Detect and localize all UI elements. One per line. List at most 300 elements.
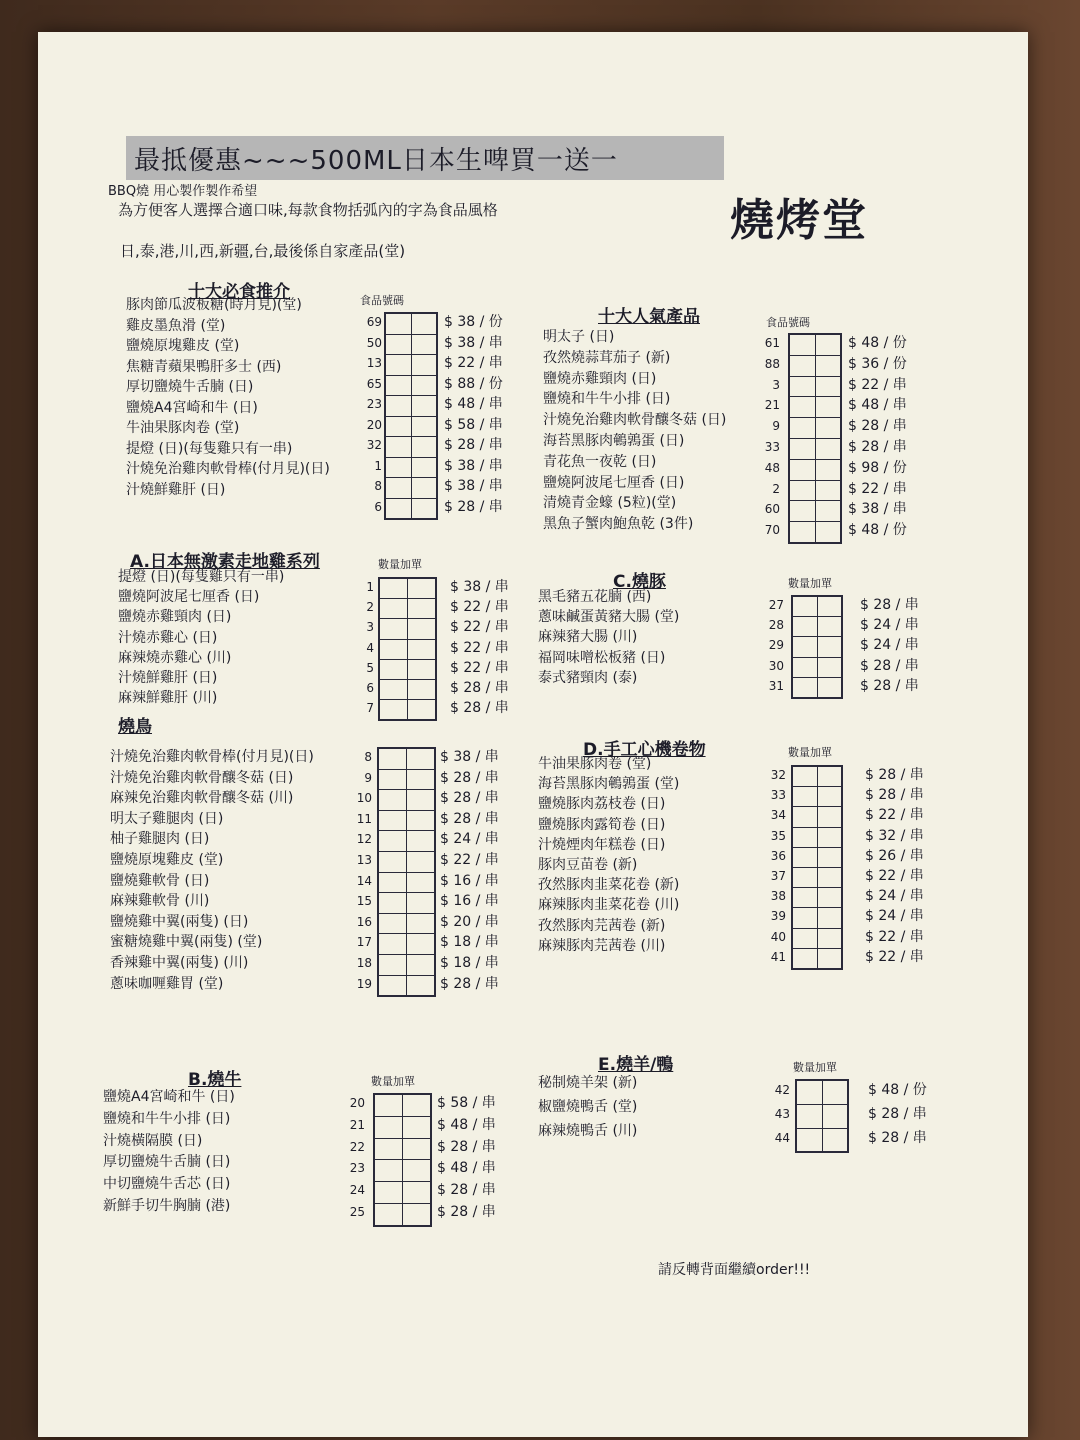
order-row: [386, 457, 436, 478]
column-header: 數量加單: [378, 558, 422, 571]
menu-item-name: 汁燒鮮雞肝 (日): [126, 481, 226, 498]
quantity-box[interactable]: [797, 1129, 822, 1152]
menu-item-name: 鹽燒阿波尾七厘香 (日): [118, 589, 260, 606]
item-price: $ 38 / 串: [848, 501, 907, 518]
quantity-box[interactable]: [406, 873, 434, 893]
quantity-box[interactable]: [815, 335, 841, 355]
menu-item-name: 鹽燒豚肉露筍卷 (日): [538, 816, 666, 833]
order-row: [793, 827, 841, 847]
quantity-box[interactable]: [790, 356, 815, 376]
price-column: [450, 577, 509, 718]
code-column: [762, 595, 784, 696]
menu-item-name: 清燒青金蠔 (5粒)(堂): [543, 495, 677, 512]
menu-item-name: 鹽燒赤雞頸肉 (日): [543, 370, 657, 387]
quantity-box[interactable]: [375, 1117, 402, 1138]
quantity-box[interactable]: [386, 499, 411, 519]
quantity-box[interactable]: [406, 914, 434, 934]
item-price: $ 18 / 串: [440, 934, 499, 951]
quantity-box[interactable]: [793, 637, 817, 656]
menu-item-name: 汁燒免治雞肉軟骨釀冬菇 (日): [543, 412, 727, 429]
quantity-box[interactable]: [406, 749, 434, 769]
item-code: 16: [356, 914, 372, 929]
order-grid: [377, 747, 436, 997]
quantity-box[interactable]: [380, 700, 407, 719]
menu-item-name: 鹽燒雞中翼(兩隻) (日): [110, 913, 249, 930]
order-row: [793, 847, 841, 867]
menu-item-name: 柚子雞腿肉 (日): [110, 831, 210, 848]
quantity-box[interactable]: [386, 355, 411, 375]
item-price: $ 28 / 串: [444, 498, 503, 515]
quantity-box[interactable]: [815, 377, 841, 397]
quantity-box[interactable]: [793, 888, 817, 907]
item-code: 19: [356, 976, 372, 991]
quantity-box[interactable]: [379, 873, 406, 893]
menu-item-name: 蔥味咖喱雞胃 (堂): [110, 975, 224, 992]
menu-item-name: 椒鹽燒鴨舌 (堂): [538, 1098, 638, 1115]
menu-item-name: 黑魚子蟹肉鮑魚乾 (3件): [543, 516, 694, 533]
menu-item-name: 香辣雞中翼(兩隻) (川): [110, 954, 249, 971]
quantity-box[interactable]: [375, 1095, 402, 1116]
quantity-box[interactable]: [793, 767, 817, 786]
quantity-box[interactable]: [817, 908, 842, 927]
quantity-box[interactable]: [790, 335, 815, 355]
price-column: [865, 765, 924, 967]
order-row: [793, 616, 841, 636]
quantity-box[interactable]: [793, 678, 817, 697]
item-code: 9: [364, 770, 372, 785]
item-price: $ 24 / 串: [860, 637, 919, 654]
menu-item-name: 鹽燒和牛牛小排 (日): [103, 1110, 231, 1127]
quantity-box[interactable]: [822, 1105, 848, 1128]
quantity-box[interactable]: [815, 481, 841, 501]
item-price: $ 28 / 串: [444, 437, 503, 453]
quantity-box[interactable]: [790, 460, 815, 480]
quantity-box[interactable]: [406, 811, 434, 831]
quantity-box[interactable]: [793, 848, 817, 867]
quantity-box[interactable]: [386, 376, 411, 396]
style-note: 為方便客人選擇合適口味,每款食物括弧內的字為食品風格: [118, 201, 498, 219]
order-row: [380, 639, 435, 659]
quantity-box[interactable]: [411, 314, 437, 334]
item-price: $ 28 / 串: [437, 1138, 496, 1155]
item-price: $ 22 / 串: [450, 599, 509, 616]
promo-banner: [126, 136, 724, 180]
menu-item-name: 孜然豚肉芫茜卷 (新): [538, 917, 666, 934]
quantity-box[interactable]: [406, 893, 434, 913]
item-code: 23: [366, 397, 382, 411]
quantity-box[interactable]: [406, 934, 434, 954]
menu-item-name: 提燈 (日)(每隻雞只有一串): [126, 440, 293, 457]
item-code: 21: [349, 1117, 365, 1132]
item-price: $ 38 / 串: [444, 478, 503, 494]
quantity-box[interactable]: [793, 868, 817, 887]
menu-item-name: 孜然豚肉韭菜花卷 (新): [538, 877, 680, 894]
item-code: 20: [349, 1096, 365, 1110]
quantity-box[interactable]: [380, 680, 407, 699]
item-code: 6: [366, 680, 374, 695]
quantity-box[interactable]: [790, 522, 815, 542]
quantity-box[interactable]: [790, 377, 815, 397]
quantity-box[interactable]: [411, 458, 437, 478]
item-price: $ 38 / 串: [444, 334, 503, 351]
quantity-box[interactable]: [793, 617, 817, 636]
quantity-box[interactable]: [386, 417, 411, 437]
quantity-box[interactable]: [379, 770, 406, 790]
section-title: A.日本無激素走地雞系列: [130, 552, 320, 572]
style-legend: 日,泰,港,川,西,新疆,台,最後係自家產品(堂): [120, 242, 406, 260]
quantity-box[interactable]: [817, 597, 842, 616]
quantity-box[interactable]: [790, 439, 815, 459]
item-price: $ 36 / 份: [848, 355, 907, 372]
quantity-box[interactable]: [817, 617, 842, 636]
quantity-box[interactable]: [402, 1117, 430, 1138]
quantity-box[interactable]: [793, 828, 817, 847]
quantity-box[interactable]: [411, 396, 437, 416]
quantity-box[interactable]: [406, 955, 434, 975]
quantity-box[interactable]: [402, 1160, 430, 1181]
quantity-box[interactable]: [379, 934, 406, 954]
item-code: 42: [774, 1083, 790, 1097]
quantity-box[interactable]: [817, 888, 842, 907]
item-price: $ 24 / 串: [860, 617, 919, 634]
item-code: 11: [356, 811, 372, 826]
item-list: [538, 1072, 768, 1143]
quantity-box[interactable]: [411, 499, 437, 519]
quantity-box[interactable]: [379, 790, 406, 810]
quantity-box[interactable]: [411, 335, 437, 355]
quantity-box[interactable]: [380, 640, 407, 659]
item-code: 8: [364, 750, 372, 764]
item-price: $ 28 / 串: [860, 597, 919, 613]
column-header: 食品號碼: [766, 316, 810, 329]
item-code: 65: [366, 376, 382, 391]
back-page-note: 請反轉背面繼續order!!!: [658, 1262, 811, 1278]
quantity-box[interactable]: [790, 481, 815, 501]
menu-item-name: 蜜糖燒雞中翼(兩隻) (堂): [110, 934, 263, 951]
order-row: [379, 913, 434, 934]
item-price: $ 28 / 串: [868, 1105, 927, 1122]
item-price: $ 38 / 份: [444, 314, 503, 330]
quantity-box[interactable]: [386, 458, 411, 478]
item-price: $ 28 / 串: [440, 790, 499, 807]
quantity-box[interactable]: [380, 599, 407, 618]
item-price: $ 28 / 串: [450, 679, 509, 696]
item-code: 61: [764, 336, 780, 350]
item-code: 32: [366, 438, 382, 452]
quantity-box[interactable]: [815, 397, 841, 417]
item-code: 12: [356, 832, 372, 847]
quantity-box[interactable]: [379, 955, 406, 975]
item-code: 34: [770, 808, 786, 823]
quantity-box[interactable]: [379, 914, 406, 934]
quantity-box[interactable]: [793, 787, 817, 806]
item-price: $ 16 / 串: [440, 872, 499, 889]
order-row: [380, 598, 435, 618]
item-code: 13: [366, 356, 382, 370]
menu-item-name: 麻辣雞軟骨 (川): [110, 893, 210, 910]
quantity-box[interactable]: [375, 1204, 402, 1225]
menu-item-name: 豚肉豆苗卷 (新): [538, 856, 638, 873]
menu-item-name: 麻辣燒鴨舌 (川): [538, 1122, 638, 1139]
quantity-box[interactable]: [380, 619, 407, 638]
quantity-box[interactable]: [822, 1081, 848, 1104]
quantity-box[interactable]: [817, 949, 842, 968]
price-column: [860, 595, 919, 696]
menu-item-name: 明太子雞腿肉 (日): [110, 810, 224, 827]
item-code: 88: [764, 356, 780, 371]
quantity-box[interactable]: [379, 831, 406, 851]
quantity-box[interactable]: [790, 397, 815, 417]
item-price: $ 22 / 串: [865, 948, 924, 965]
quantity-box[interactable]: [793, 908, 817, 927]
menu-item-name: 泰式豬頸肉 (泰): [538, 669, 638, 686]
quantity-box[interactable]: [790, 501, 815, 521]
quantity-box[interactable]: [379, 852, 406, 872]
order-row: [386, 498, 436, 519]
item-code: 20: [366, 417, 382, 432]
quantity-box[interactable]: [375, 1160, 402, 1181]
menu-item-name: 牛油果豚肉卷 (堂): [126, 420, 240, 436]
order-row: [375, 1181, 430, 1203]
menu-item-name: 厚切鹽燒牛舌腩 (日): [103, 1154, 231, 1171]
quantity-box[interactable]: [815, 460, 841, 480]
item-price: $ 24 / 串: [865, 908, 924, 925]
quantity-box[interactable]: [386, 396, 411, 416]
quantity-box[interactable]: [793, 807, 817, 826]
item-price: $ 28 / 串: [865, 787, 924, 804]
order-row: [793, 677, 841, 697]
code-column: [768, 1079, 790, 1150]
menu-item-name: 牛油果豚肉卷 (堂): [538, 756, 652, 772]
item-price: $ 48 / 份: [848, 335, 907, 351]
quantity-box[interactable]: [815, 356, 841, 376]
item-code: 36: [770, 848, 786, 863]
item-price: $ 22 / 串: [865, 807, 924, 824]
item-code: 30: [768, 658, 784, 673]
menu-item-name: 汁燒免治雞肉軟骨棒(付月見)(日): [110, 749, 314, 765]
quantity-box[interactable]: [817, 637, 842, 656]
quantity-box[interactable]: [411, 417, 437, 437]
item-code: 2: [366, 600, 374, 615]
order-row: [790, 480, 840, 501]
quantity-box[interactable]: [402, 1182, 430, 1203]
quantity-box[interactable]: [406, 831, 434, 851]
quantity-box[interactable]: [797, 1105, 822, 1128]
item-price: $ 38 / 串: [444, 457, 503, 474]
item-code: 27: [768, 598, 784, 612]
quantity-box[interactable]: [402, 1139, 430, 1160]
quantity-box[interactable]: [797, 1081, 822, 1104]
menu-item-name: 汁燒免治雞肉軟骨棒(付月見)(日): [126, 461, 330, 477]
quantity-box[interactable]: [407, 660, 435, 679]
quantity-box[interactable]: [817, 678, 842, 697]
item-price: $ 28 / 串: [848, 418, 907, 435]
quantity-box[interactable]: [815, 439, 841, 459]
item-price: $ 26 / 串: [865, 847, 924, 864]
order-row: [380, 579, 435, 598]
quantity-box[interactable]: [407, 619, 435, 638]
order-row: [379, 975, 434, 996]
menu-item-name: 鹽燒原塊雞皮 (堂): [126, 338, 240, 354]
item-price: $ 88 / 份: [444, 375, 503, 392]
order-row: [386, 395, 436, 416]
quantity-box[interactable]: [817, 848, 842, 867]
item-code: 33: [770, 788, 786, 803]
quantity-box[interactable]: [407, 680, 435, 699]
menu-item-name: 麻辣豬大腸 (川): [538, 629, 638, 646]
item-code: 5: [366, 660, 374, 675]
item-code: 24: [349, 1183, 365, 1198]
order-row: [790, 500, 840, 521]
quantity-box[interactable]: [817, 658, 842, 677]
quantity-box[interactable]: [386, 314, 411, 334]
item-code: 69: [366, 315, 382, 329]
quantity-box[interactable]: [411, 437, 437, 457]
order-row: [790, 417, 840, 438]
item-code: 31: [768, 678, 784, 693]
quantity-box[interactable]: [790, 418, 815, 438]
quantity-box[interactable]: [793, 949, 817, 968]
code-column: [343, 1093, 365, 1224]
order-grid: [791, 595, 843, 699]
quantity-box[interactable]: [406, 976, 434, 996]
item-code: 48: [764, 460, 780, 475]
menu-item-name: 鹽燒雞軟骨 (日): [110, 872, 210, 889]
order-row: [386, 416, 436, 437]
item-code: 15: [356, 894, 372, 909]
item-code: 43: [774, 1106, 790, 1121]
quantity-box[interactable]: [379, 749, 406, 769]
quantity-box[interactable]: [402, 1095, 430, 1116]
quantity-box[interactable]: [402, 1204, 430, 1225]
menu-item-name: 焦糖青蘋果鴨肝多士 (西): [126, 358, 282, 375]
quantity-box[interactable]: [815, 501, 841, 521]
item-price: $ 28 / 串: [440, 975, 499, 992]
order-row: [375, 1203, 430, 1225]
order-row: [375, 1159, 430, 1181]
quantity-box[interactable]: [411, 376, 437, 396]
order-row: [379, 851, 434, 872]
menu-item-name: 鹽燒赤雞頸肉 (日): [118, 609, 232, 626]
quantity-box[interactable]: [793, 597, 817, 616]
quantity-box[interactable]: [817, 807, 842, 826]
item-code: 6: [374, 499, 382, 514]
quantity-box[interactable]: [386, 335, 411, 355]
item-code: 18: [356, 955, 372, 970]
item-list: [538, 754, 770, 956]
menu-item-name: 麻辣免治雞肉軟骨釀冬菇 (川): [110, 790, 294, 807]
quantity-box[interactable]: [375, 1182, 402, 1203]
column-header: 數量加單: [793, 1061, 837, 1074]
quantity-box[interactable]: [817, 828, 842, 847]
quantity-box[interactable]: [411, 355, 437, 375]
order-row: [793, 657, 841, 677]
quantity-box[interactable]: [406, 852, 434, 872]
item-code: 35: [770, 828, 786, 843]
brand-logo: 燒烤堂: [730, 195, 868, 246]
quantity-box[interactable]: [375, 1139, 402, 1160]
item-price: $ 28 / 串: [868, 1129, 927, 1146]
menu-item-name: 汁燒煙肉年糕卷 (日): [538, 836, 666, 853]
menu-item-name: 黑毛豬五花腩 (西): [538, 589, 652, 605]
order-row: [386, 334, 436, 355]
quantity-box[interactable]: [386, 478, 411, 498]
order-row: [375, 1095, 430, 1116]
order-row: [380, 618, 435, 638]
item-code: 37: [770, 868, 786, 883]
price-column: [868, 1079, 927, 1150]
code-column: [360, 312, 382, 517]
order-row: [379, 789, 434, 810]
quantity-box[interactable]: [407, 599, 435, 618]
item-code: 4: [366, 640, 374, 655]
price-column: [440, 747, 499, 994]
item-price: $ 22 / 串: [450, 619, 509, 636]
order-row: [793, 597, 841, 616]
menu-item-name: 鹽燒豚肉荔枝卷 (日): [538, 796, 666, 813]
quantity-box[interactable]: [407, 640, 435, 659]
quantity-box[interactable]: [411, 478, 437, 498]
quantity-box[interactable]: [817, 767, 842, 786]
quantity-box[interactable]: [815, 418, 841, 438]
item-code: 33: [764, 439, 780, 454]
quantity-box[interactable]: [817, 868, 842, 887]
quantity-box[interactable]: [386, 437, 411, 457]
item-price: $ 20 / 串: [440, 913, 499, 930]
order-grid: [373, 1093, 432, 1227]
quantity-box[interactable]: [379, 811, 406, 831]
item-price: $ 98 / 份: [848, 459, 907, 476]
item-code: 17: [356, 935, 372, 950]
quantity-box[interactable]: [406, 790, 434, 810]
quantity-box[interactable]: [407, 579, 435, 598]
quantity-box[interactable]: [407, 700, 435, 719]
quantity-box[interactable]: [379, 893, 406, 913]
order-row: [790, 376, 840, 397]
menu-item-name: 汁燒赤雞心 (日): [118, 629, 218, 646]
quantity-box[interactable]: [380, 579, 407, 598]
item-price: $ 58 / 串: [437, 1095, 496, 1111]
quantity-box[interactable]: [822, 1129, 848, 1152]
item-code: 25: [349, 1204, 365, 1219]
quantity-box[interactable]: [793, 929, 817, 948]
menu-item-name: 麻辣豚肉韭菜花卷 (川): [538, 897, 680, 914]
column-header: 數量加單: [371, 1075, 415, 1088]
quantity-box[interactable]: [815, 522, 841, 542]
order-row: [379, 769, 434, 790]
item-price: $ 22 / 串: [848, 376, 907, 393]
menu-item-name: 麻辣燒赤雞心 (川): [118, 649, 232, 666]
column-header: 數量加單: [788, 746, 832, 759]
item-price: $ 22 / 串: [440, 851, 499, 868]
section-title: 燒鳥: [118, 717, 152, 737]
quantity-box[interactable]: [817, 787, 842, 806]
item-price: $ 48 / 份: [848, 522, 907, 539]
item-price: $ 58 / 串: [444, 416, 503, 433]
item-price: $ 24 / 串: [865, 888, 924, 905]
quantity-box[interactable]: [793, 658, 817, 677]
order-row: [790, 355, 840, 376]
quantity-box[interactable]: [817, 929, 842, 948]
item-list: [538, 587, 770, 688]
quantity-box[interactable]: [380, 660, 407, 679]
quantity-box[interactable]: [379, 976, 406, 996]
section-title: 十大必食推介: [188, 282, 290, 302]
item-price: $ 28 / 串: [865, 767, 924, 783]
menu-item-name: 福岡味噌松板豬 (日): [538, 649, 666, 666]
quantity-box[interactable]: [406, 770, 434, 790]
menu-item-name: 雞皮墨魚滑 (堂): [126, 317, 226, 334]
